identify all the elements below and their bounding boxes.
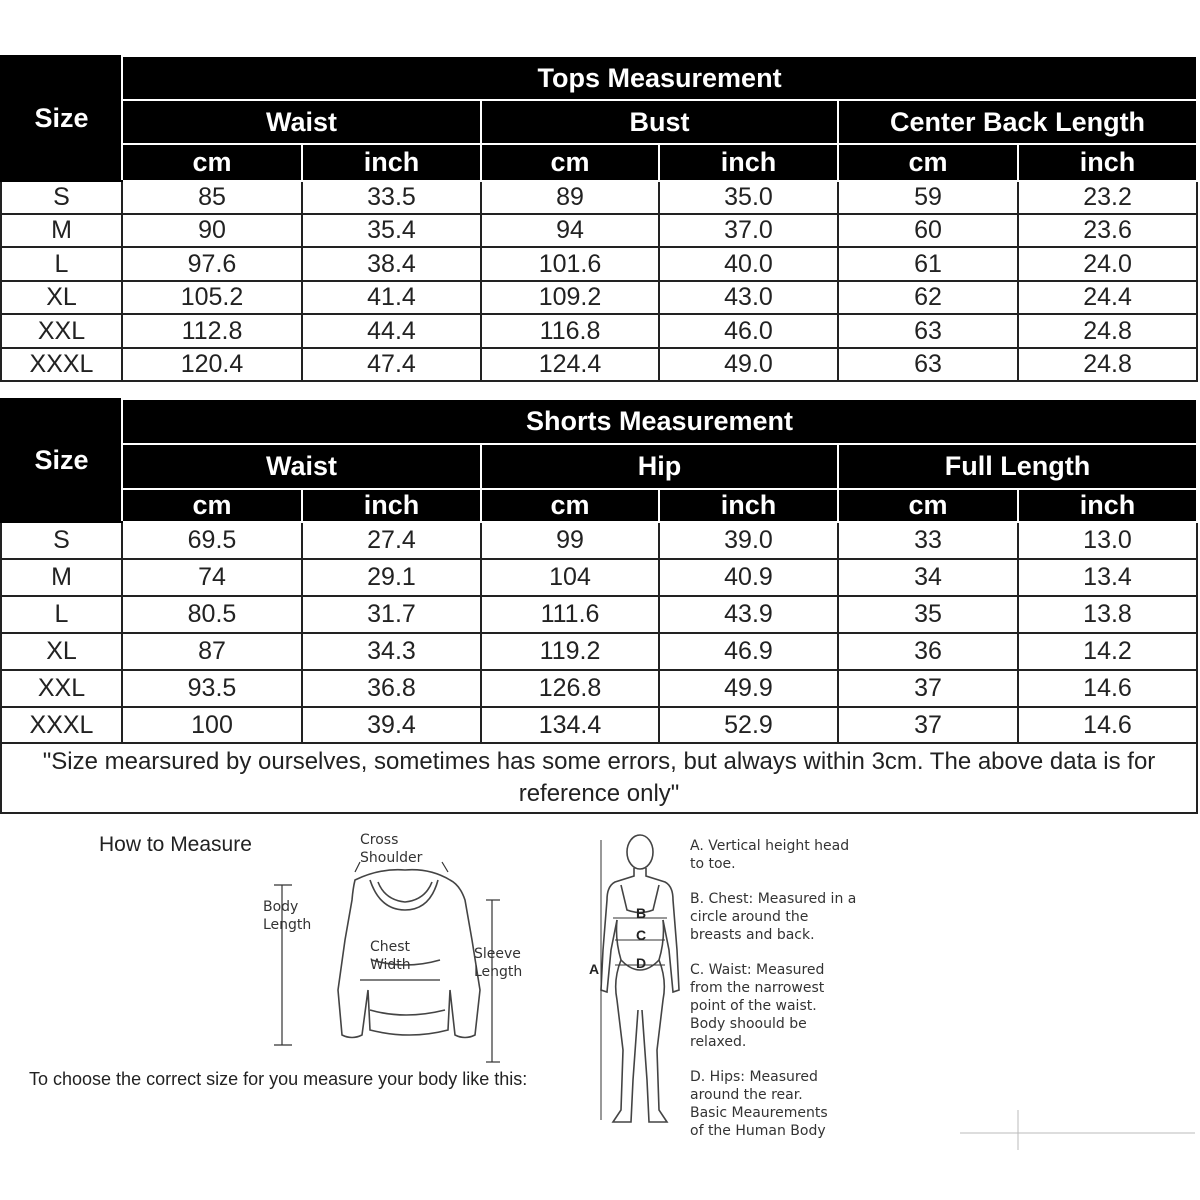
value-cell: 13.4: [1018, 559, 1197, 596]
value-cell: 36: [838, 633, 1018, 670]
size-cell: M: [1, 214, 122, 247]
table-row: [1, 214, 1197, 247]
table-row: [1, 596, 1197, 633]
value-cell: 124.4: [481, 348, 659, 381]
value-cell: 97.6: [122, 247, 302, 281]
unit-header: cm: [122, 489, 302, 522]
value-cell: 40.9: [659, 559, 838, 596]
marker-b: B: [636, 905, 647, 921]
size-cell: XXL: [1, 314, 122, 348]
cross-shoulder-label: Cross Shoulder: [360, 832, 423, 866]
unit-header: cm: [838, 489, 1018, 522]
group-header-waist: Waist: [122, 100, 481, 144]
value-cell: 104: [481, 559, 659, 596]
value-cell: 46.9: [659, 633, 838, 670]
table-row: [1, 670, 1197, 707]
size-cell: XXXL: [1, 707, 122, 743]
value-cell: 35: [838, 596, 1018, 633]
table-row: [1, 281, 1197, 314]
value-cell: 35.4: [302, 214, 481, 247]
group-header-full-length: Full Length: [838, 444, 1197, 489]
marker-d: D: [636, 955, 647, 971]
value-cell: 49.0: [659, 348, 838, 381]
value-cell: 60: [838, 214, 1018, 247]
value-cell: 63: [838, 348, 1018, 381]
unit-header: inch: [1018, 489, 1197, 522]
marker-c: C: [636, 927, 647, 943]
tops-measurement-table: [0, 55, 1198, 382]
unit-header: cm: [838, 144, 1018, 181]
value-cell: 36.8: [302, 670, 481, 707]
value-cell: 99: [481, 522, 659, 559]
value-cell: 31.7: [302, 596, 481, 633]
how-to-measure-guide: [0, 805, 1200, 1200]
value-cell: 24.8: [1018, 314, 1197, 348]
table-row: [1, 633, 1197, 670]
value-cell: 39.4: [302, 707, 481, 743]
size-header: Size: [1, 56, 122, 181]
table-row: [1, 348, 1197, 381]
how-to-measure-title: How to Measure: [99, 833, 252, 856]
value-cell: 40.0: [659, 247, 838, 281]
unit-header: inch: [302, 489, 481, 522]
table-row: [1, 247, 1197, 281]
size-cell: XL: [1, 633, 122, 670]
table-row: [1, 314, 1197, 348]
value-cell: 87: [122, 633, 302, 670]
size-header: Size: [1, 399, 122, 522]
value-cell: 35.0: [659, 181, 838, 214]
description-d: D. Hips: Measured around the rear. Basic Meaurements of the Human Body: [690, 1069, 828, 1139]
value-cell: 59: [838, 181, 1018, 214]
body-length-label: Body Length: [263, 899, 312, 933]
table-title: Shorts Measurement: [122, 399, 1197, 444]
value-cell: 39.0: [659, 522, 838, 559]
value-cell: 46.0: [659, 314, 838, 348]
unit-header: inch: [1018, 144, 1197, 181]
group-header-waist: Waist: [122, 444, 481, 489]
value-cell: 109.2: [481, 281, 659, 314]
value-cell: 85: [122, 181, 302, 214]
body-figure-diagram: [585, 830, 695, 1130]
table-row: [1, 707, 1197, 743]
value-cell: 116.8: [481, 314, 659, 348]
value-cell: 93.5: [122, 670, 302, 707]
value-cell: 29.1: [302, 559, 481, 596]
unit-header: inch: [659, 144, 838, 181]
value-cell: 33.5: [302, 181, 481, 214]
value-cell: 23.6: [1018, 214, 1197, 247]
size-cell: S: [1, 181, 122, 214]
value-cell: 24.0: [1018, 247, 1197, 281]
value-cell: 37: [838, 670, 1018, 707]
value-cell: 120.4: [122, 348, 302, 381]
value-cell: 105.2: [122, 281, 302, 314]
measurement-note: "Size mearsured by ourselves, sometimes has some errors, but always within 3cm. The above data is for reference only": [1, 743, 1197, 813]
table-title: Tops Measurement: [122, 56, 1197, 100]
unit-header: cm: [481, 489, 659, 522]
description-c: C. Waist: Measured from the narrowest point of the waist. Body shoould be relaxed.: [690, 962, 825, 1050]
chest-width-label: Chest Width: [370, 939, 411, 973]
value-cell: 44.4: [302, 314, 481, 348]
value-cell: 33: [838, 522, 1018, 559]
value-cell: 24.4: [1018, 281, 1197, 314]
value-cell: 90: [122, 214, 302, 247]
value-cell: 119.2: [481, 633, 659, 670]
value-cell: 111.6: [481, 596, 659, 633]
value-cell: 24.8: [1018, 348, 1197, 381]
value-cell: 14.6: [1018, 670, 1197, 707]
value-cell: 38.4: [302, 247, 481, 281]
choose-size-instruction: To choose the correct size for you measure your body like this:: [29, 1069, 528, 1089]
value-cell: 27.4: [302, 522, 481, 559]
value-cell: 13.8: [1018, 596, 1197, 633]
value-cell: 134.4: [481, 707, 659, 743]
value-cell: 13.0: [1018, 522, 1197, 559]
marker-a: A: [589, 961, 600, 977]
divider-lines: [0, 1105, 1200, 1155]
shorts-measurement-table: [0, 398, 1198, 814]
table-row: [1, 559, 1197, 596]
value-cell: 100: [122, 707, 302, 743]
value-cell: 43.0: [659, 281, 838, 314]
value-cell: 41.4: [302, 281, 481, 314]
value-cell: 94: [481, 214, 659, 247]
value-cell: 34: [838, 559, 1018, 596]
value-cell: 80.5: [122, 596, 302, 633]
group-header-center-back-length: Center Back Length: [838, 100, 1197, 144]
value-cell: 49.9: [659, 670, 838, 707]
value-cell: 63: [838, 314, 1018, 348]
value-cell: 52.9: [659, 707, 838, 743]
value-cell: 112.8: [122, 314, 302, 348]
description-a: A. Vertical height head to toe.: [690, 838, 850, 872]
unit-header: cm: [122, 144, 302, 181]
value-cell: 89: [481, 181, 659, 214]
value-cell: 37.0: [659, 214, 838, 247]
table-row: [1, 181, 1197, 214]
value-cell: 23.2: [1018, 181, 1197, 214]
value-cell: 74: [122, 559, 302, 596]
size-cell: S: [1, 522, 122, 559]
sleeve-length-label: Sleeve Length: [474, 946, 523, 980]
value-cell: 34.3: [302, 633, 481, 670]
size-cell: M: [1, 559, 122, 596]
size-cell: L: [1, 247, 122, 281]
value-cell: 126.8: [481, 670, 659, 707]
description-b: B. Chest: Measured in a circle around the breasts and back.: [690, 891, 857, 943]
size-cell: L: [1, 596, 122, 633]
value-cell: 47.4: [302, 348, 481, 381]
value-cell: 14.2: [1018, 633, 1197, 670]
value-cell: 37: [838, 707, 1018, 743]
value-cell: 61: [838, 247, 1018, 281]
unit-header: cm: [481, 144, 659, 181]
value-cell: 101.6: [481, 247, 659, 281]
value-cell: 14.6: [1018, 707, 1197, 743]
group-header-hip: Hip: [481, 444, 838, 489]
unit-header: inch: [659, 489, 838, 522]
size-cell: XXXL: [1, 348, 122, 381]
size-cell: XL: [1, 281, 122, 314]
value-cell: 69.5: [122, 522, 302, 559]
size-cell: XXL: [1, 670, 122, 707]
value-cell: 62: [838, 281, 1018, 314]
value-cell: 43.9: [659, 596, 838, 633]
group-header-bust: Bust: [481, 100, 838, 144]
unit-header: inch: [302, 144, 481, 181]
table-row: [1, 522, 1197, 559]
